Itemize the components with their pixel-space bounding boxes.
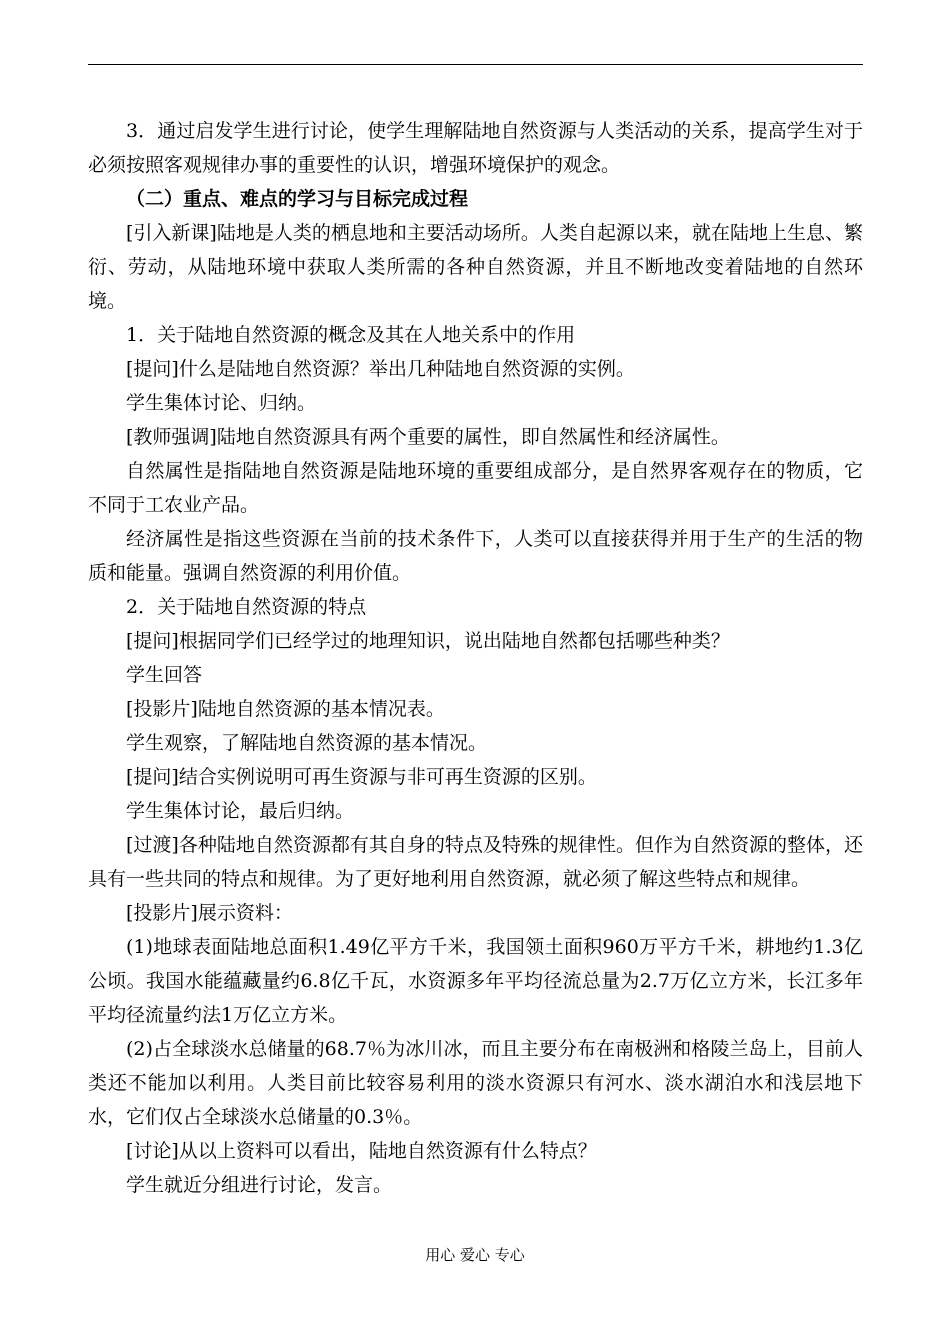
paragraph-student-4: 学生集体讨论，最后归纳。 bbox=[126, 800, 355, 822]
subheading-1: 1．关于陆地自然资源的概念及其在人地关系中的作用 bbox=[126, 324, 576, 346]
document-body bbox=[88, 114, 863, 1202]
paragraph-natural-attribute: 自然属性是指陆地自然资源是陆地环境的重要组成部分，是自然界客观存在的物质，它不同于工农业产品。 bbox=[88, 460, 863, 516]
paragraph-data-1: (1)地球表面陆地总面积1.49亿平方千米，我国领土面积960万平方千米，耕地约1.3亿公顷。我国水能蕴藏量约6.8亿千瓦，水资源多年平均径流总量为2.7万亿立方米，长江多年平均径流量约法1万亿立方米。 bbox=[88, 936, 863, 1026]
subheading-2: 2．关于陆地自然资源的特点 bbox=[126, 596, 367, 618]
paragraph-question-1: [提问]什么是陆地自然资源？举出几种陆地自然资源的实例。 bbox=[126, 358, 635, 380]
paragraph-discussion: [讨论]从以上资料可以看出，陆地自然资源有什么特点？ bbox=[126, 1140, 597, 1162]
section-heading: （二）重点、难点的学习与目标完成过程 bbox=[126, 188, 469, 210]
paragraph-1: 3．通过启发学生进行讨论，使学生理解陆地自然资源与人类活动的关系，提高学生对于必须按照客观规律办事的重要性的认识，增强环境保护的观念。 bbox=[88, 120, 863, 176]
paragraph-intro: [引入新课]陆地是人类的栖息地和主要活动场所。人类自起源以来，就在陆地上生息、繁衍、劳动，从陆地环境中获取人类所需的各种自然资源，并且不断地改变着陆地的自然环境。 bbox=[88, 222, 863, 312]
paragraph-question-3: [提问]结合实例说明可再生资源与非可再生资源的区别。 bbox=[126, 766, 597, 788]
paragraph-slide-1: [投影片]陆地自然资源的基本情况表。 bbox=[126, 698, 445, 720]
paragraph-teacher-emphasis: [教师强调]陆地自然资源具有两个重要的属性，即自然属性和经济属性。 bbox=[126, 426, 730, 448]
paragraph-student-2: 学生回答 bbox=[126, 664, 203, 686]
paragraph-student-5: 学生就近分组进行讨论，发言。 bbox=[126, 1174, 393, 1196]
paragraph-economic-attribute: 经济属性是指这些资源在当前的技术条件下，人类可以直接获得并用于生产的生活的物质和能量。强调自然资源的利用价值。 bbox=[88, 528, 863, 584]
page-footer: 用心 爱心 专心 bbox=[425, 1246, 525, 1264]
paragraph-slide-2: [投影片]展示资料： bbox=[126, 902, 293, 924]
header-rule bbox=[88, 64, 863, 65]
paragraph-question-2: [提问]根据同学们已经学过的地理知识，说出陆地自然都包括哪些种类？ bbox=[126, 630, 730, 652]
paragraph-student-1: 学生集体讨论、归纳。 bbox=[126, 392, 317, 414]
paragraph-student-3: 学生观察，了解陆地自然资源的基本情况。 bbox=[126, 732, 488, 754]
paragraph-transition: [过渡]各种陆地自然资源都有其自身的特点及特殊的规律性。但作为自然资源的整体，还具有一些共同的特点和规律。为了更好地利用自然资源，就必须了解这些特点和规律。 bbox=[88, 834, 863, 890]
paragraph-data-2: (2)占全球淡水总储量的68.7％为冰川冰，而且主要分布在南极洲和格陵兰岛上，目前人类还不能加以利用。人类目前比较容易利用的淡水资源只有河水、淡水湖泊水和浅层地下水，它们仅占全球淡水总储量的0.3％。 bbox=[88, 1038, 863, 1128]
